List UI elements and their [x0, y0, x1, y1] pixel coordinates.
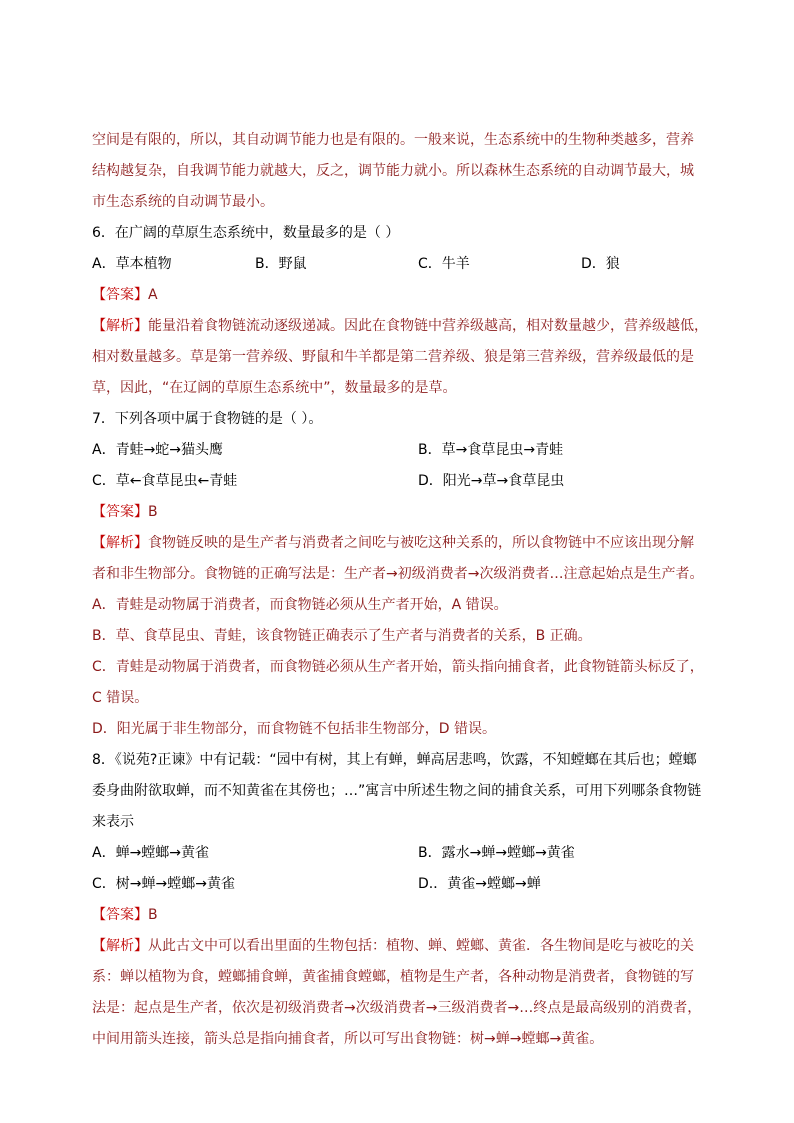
- answer-value: A: [148, 287, 158, 303]
- answer-line: [92, 905, 158, 925]
- paragraph-line: 结构越复杂，自我调节能力就越大，反之，调节能力就小。所以森林生态系统的自动调节最大，城: [92, 163, 694, 179]
- question-6-stem: 6．在广阔的草原生态系统中，数量最多的是（ ）: [92, 225, 400, 241]
- analysis-line: 法是：起点是生产者，依次是初级消费者→次级消费者→三级消费者→…终点是最高级别的消费者，: [92, 1000, 702, 1016]
- option-b: B．野鼠: [255, 256, 307, 272]
- option-c: C．草←食草昆虫←青蛙: [92, 473, 238, 489]
- paragraph-line: 市生态系统的自动调节最小。: [92, 194, 274, 210]
- answer-value: B: [148, 504, 158, 520]
- answer-value: B: [148, 907, 158, 923]
- question-8-stem: 8．《说苑?正谏》中有记载：“园中有树，其上有蝉，蝉高居悲鸣，饮露，不知螳螂在其后也；螳螂: [92, 752, 697, 768]
- analysis-line: 相对数量越多。草是第一营养级、野鼠和牛羊都是第二营养级、狼是第三营养级，营养级最低的是: [92, 349, 694, 365]
- analysis-line: [92, 936, 694, 956]
- option-d: D．狼: [581, 256, 620, 272]
- analysis-line: 系：蝉以植物为食，螳螂捕食蝉，黄雀捕食螳螂，植物是生产者，各种动物是消费者，食物链的写: [92, 969, 694, 985]
- answer-tag: 【答案】: [92, 907, 148, 923]
- answer-tag: 【答案】: [92, 504, 148, 520]
- analysis-line: 中间用箭头连接，箭头总是指向捕食者，所以可写出食物链：树→蝉→螳螂→黄雀。: [92, 1031, 604, 1047]
- analysis-tag: 【解析】: [92, 938, 148, 954]
- analysis-text: 从此古文中可以看出里面的生物包括：植物、蝉、螳螂、黄雀．各生物间是吃与被吃的关: [148, 938, 694, 954]
- option-a: A．青蛙→蛇→猫头鹰: [92, 442, 224, 458]
- option-c: C．牛羊: [418, 256, 470, 272]
- analysis-line: A．青蛙是动物属于消费者，而食物链必须从生产者开始，A 错误。: [92, 597, 508, 613]
- analysis-line: [92, 533, 694, 553]
- answer-tag: 【答案】: [92, 287, 148, 303]
- option-d: D．阳光→草→食草昆虫: [418, 473, 565, 489]
- analysis-line: 草，因此，“在辽阔的草原生态系统中”，数量最多的是草。: [92, 380, 457, 396]
- question-8-stem: 委身曲附欲取蝉，而不知黄雀在其傍也；…”寓言中所述生物之间的捕食关系，可用下列哪条食物链: [92, 783, 702, 799]
- answer-line: [92, 502, 158, 522]
- paragraph-line: 空间是有限的，所以，其自动调节能力也是有限的。一般来说，生态系统中的生物种类越多，营养: [92, 132, 694, 148]
- analysis-line: C 错误。: [92, 690, 149, 706]
- analysis-tag: 【解析】: [92, 318, 148, 334]
- option-a: A．草本植物: [92, 256, 172, 272]
- option-c: C．树→蝉→螳螂→黄雀: [92, 876, 235, 892]
- question-7-stem: 7．下列各项中属于食物链的是（ ）。: [92, 411, 323, 427]
- question-8-stem: 来表示: [92, 814, 134, 830]
- analysis-line: [92, 316, 708, 336]
- analysis-line: D．阳光属于非生物部分，而食物链不包括非生物部分，D 错误。: [92, 721, 497, 737]
- analysis-text: 能量沿着食物链流动逐级递减。因此在食物链中营养级越高，相对数量越少，营养级越低，: [148, 318, 708, 334]
- answer-line: [92, 285, 158, 305]
- option-b: B．露水→蝉→螳螂→黄雀: [418, 845, 575, 861]
- analysis-text: 食物链反映的是生产者与消费者之间吃与被吃这种关系的，所以食物链中不应该出现分解: [148, 535, 694, 551]
- option-d: D.．黄雀→螳螂→蝉: [418, 876, 541, 892]
- analysis-line: B．草、食草昆虫、青蛙，该食物链正确表示了生产者与消费者的关系，B 正确。: [92, 628, 592, 644]
- analysis-line: C．青蛙是动物属于消费者，而食物链必须从生产者开始，箭头指向捕食者，此食物链箭头标反了，: [92, 659, 704, 675]
- option-b: B．草→食草昆虫→青蛙: [418, 442, 564, 458]
- analysis-tag: 【解析】: [92, 535, 148, 551]
- analysis-line: 者和非生物部分。食物链的正确写法是：生产者→初级消费者→次级消费者…注意起始点是生产者。: [92, 566, 704, 582]
- option-a: A．蝉→螳螂→黄雀: [92, 845, 210, 861]
